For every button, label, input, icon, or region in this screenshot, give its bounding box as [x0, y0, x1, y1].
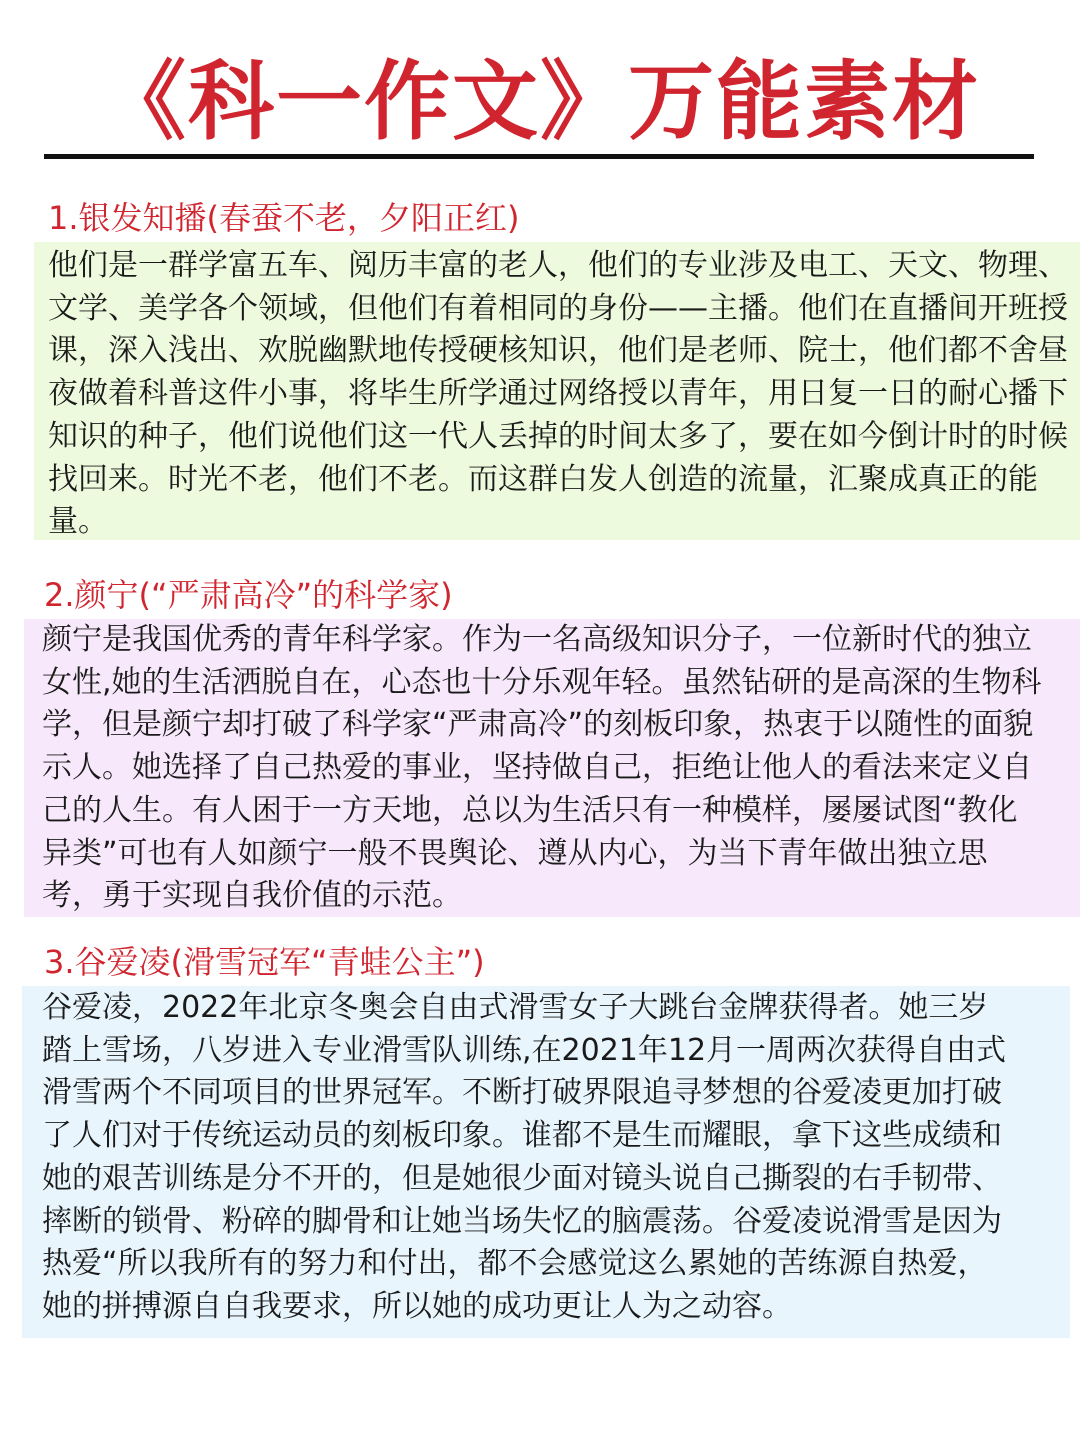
section-3-box	[22, 986, 1070, 1338]
page-title: 《科一作文》万能素材	[100, 52, 980, 152]
section-1-heading: 1.银发知播(春蚕不老，夕阳正红)	[48, 199, 520, 237]
section-2-body: 颜宁是我国优秀的青年科学家。作为一名高级知识分子，一位新时代的独立女性,她的生活洒脱自在，心态也十分乐观年轻。虽然钻研的是高深的生物科学，但是颜宁却打破了科学家“严肃高冷”的刻板印象，热衷于以随性的面貌示人。她选择了自己热爱的事业，坚持做自己，拒绝让他人的看法来定义自己的人生。有人困于一方天地，总以为生活只有一种模样，屡屡试图“教化异类”可也有人如颜宁一般不畏舆论、遵从内心，为当下青年做出独立思考，勇于实现自我价值的示范。	[42, 622, 1042, 914]
section-2-heading: 2.颜宁(“严肃高冷”的科学家)	[44, 576, 453, 614]
section-1-body: 他们是一群学富五车、阅历丰富的老人，他们的专业涉及电工、天文、物理、文学、美学各个领域，但他们有着相同的身份——主播。他们在直播间开班授课，深入浅出、欢脱幽默地传授硬核知识，他们是老师、院士，他们都不舍昼夜做着科普这件小事，将毕生所学通过网络授以青年，用日复一日的耐心播下知识的种子，他们说他们这一代人丢掉的时间太多了，要在如今倒计时的时候找回来。时光不老，他们不老。而这群白发人创造的流量，汇聚成真正的能量。	[48, 248, 1068, 540]
section-1-box	[34, 242, 1080, 540]
section-2-box	[24, 619, 1080, 917]
title-divider	[44, 154, 1034, 159]
section-3-heading: 3.谷爱凌(滑雪冠军“青蛙公主”)	[44, 943, 485, 981]
section-3-body: 谷爱凌，2022年北京冬奥会自由式滑雪女子大跳台金牌获得者。她三岁踏上雪场，八岁进入专业滑雪队训练,在2021年12月一周两次获得自由式滑雪两个不同项目的世界冠军。不断打破界限追寻梦想的谷爱凌更加打破了人们对于传统运动员的刻板印象。谁都不是生而耀眼，拿下这些成绩和她的艰苦训练是分不开的，但是她很少面对镜头说自己撕裂的右手韧带、摔断的锁骨、粉碎的脚骨和让她当场失忆的脑震荡。谷爱凌说滑雪是因为热爱“所以我所有的努力和付出，都不会感觉这么累她的苦练源自热爱，她的拼搏源自自我要求，所以她的成功更让人为之动容。	[42, 990, 1007, 1324]
